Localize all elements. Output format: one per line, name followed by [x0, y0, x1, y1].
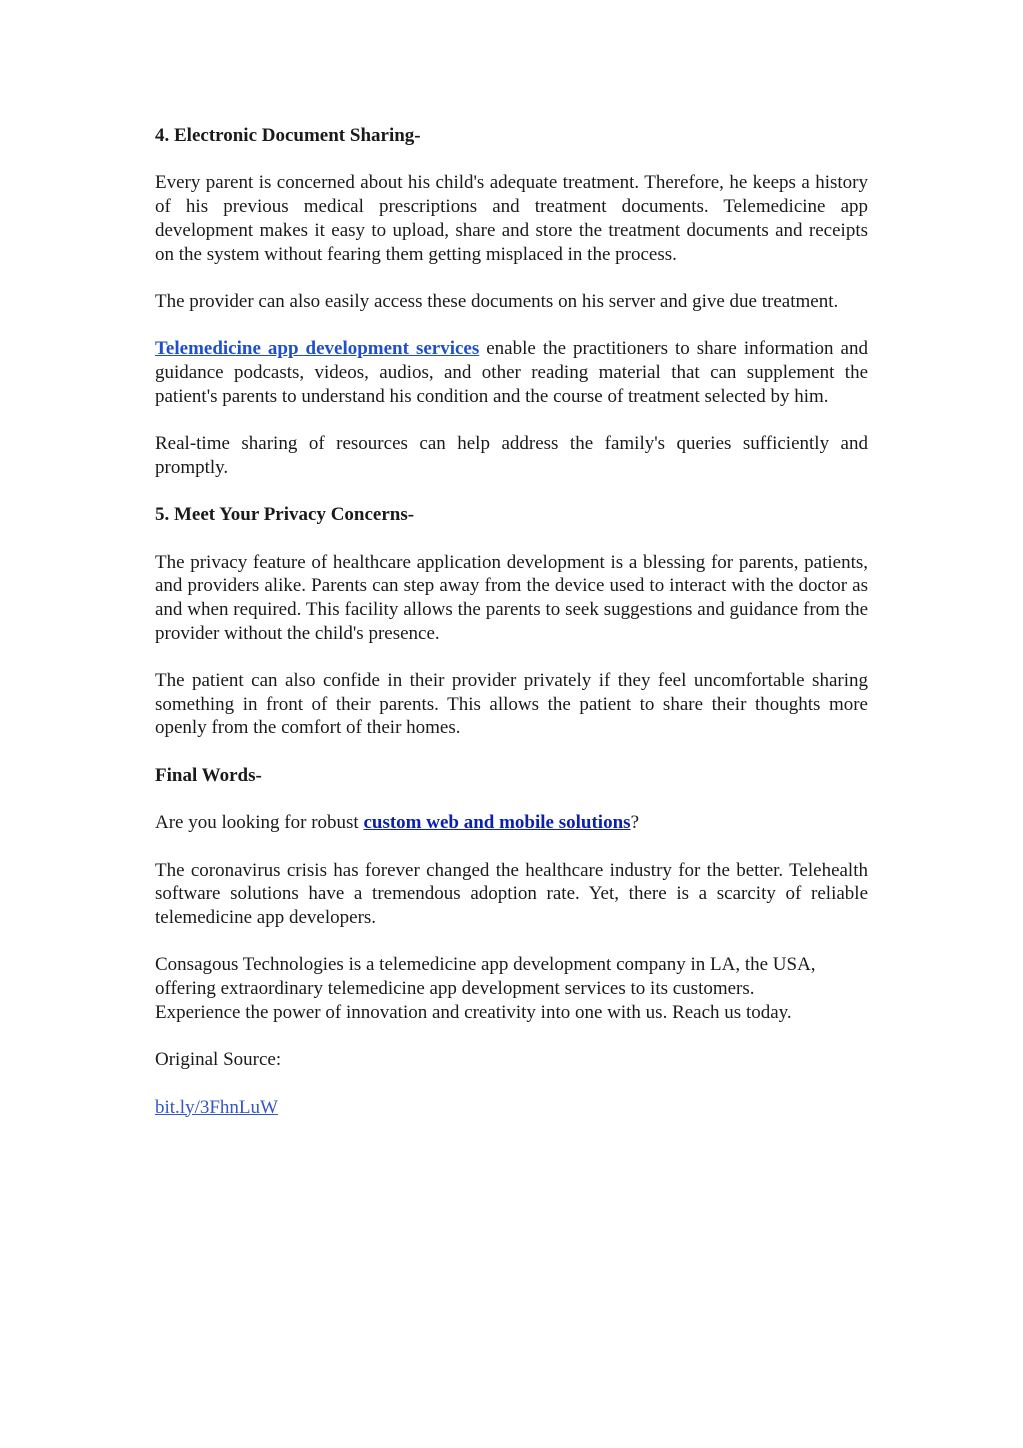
- paragraph-coronavirus: The coronavirus crisis has forever changed the healthcare industry for the better. Telehealth software solutions have a tremendous adoption rate. Yet, there is a scarcity of reliable telemedicine app developers.: [155, 859, 868, 929]
- consagous-line-2: offering extraordinary telemedicine app development services to its customers.: [155, 978, 755, 1000]
- consagous-line-1: Consagous Technologies is a telemedicine app development company in LA, the USA,: [155, 954, 816, 976]
- paragraph-services-text: enable the practitioners to share information and guidance podcasts, videos, audios, and other reading material that can supplement the patient's parents to understand his condition and the course of treatment selected by him.: [155, 338, 868, 407]
- paragraph-patient-confide: The patient can also confide in their provider privately if they feel uncomfortable sharing something in front of their parents. This allows the patient to share their thoughts more openly from the comfort of their homes.: [155, 670, 868, 739]
- paragraph-consagous: [155, 953, 868, 1024]
- section-heading-privacy: 5. Meet Your Privacy Concerns-: [155, 504, 415, 526]
- paragraph-document-history: Every parent is concerned about his child's adequate treatment. Therefore, he keeps a history of his previous medical prescriptions and treatment documents. Telemedicine app development makes it easy to upload, share and store the treatment documents and receipts on the system without fearing them getting misplaced in the process.: [155, 172, 868, 265]
- paragraph-provider-access: The provider can also easily access these documents on his server and give due treatment.: [155, 290, 839, 312]
- section-heading-final-words: Final Words-: [155, 764, 262, 786]
- source-link[interactable]: bit.ly/3FhnLuW: [155, 1096, 278, 1118]
- telemedicine-services-link[interactable]: Telemedicine app development services: [155, 338, 480, 360]
- document-page: [155, 124, 868, 1143]
- paragraph-question: [155, 811, 868, 835]
- paragraph-services: [155, 337, 868, 408]
- custom-solutions-link[interactable]: custom web and mobile solutions: [363, 812, 631, 834]
- paragraph-real-time-sharing: Real-time sharing of resources can help address the family's queries sufficiently and promptly.: [155, 433, 868, 478]
- source-paragraph: [155, 1096, 868, 1120]
- question-suffix: ?: [630, 812, 639, 834]
- section-heading-document-sharing: 4. Electronic Document Sharing-: [155, 125, 421, 146]
- original-source-label: Original Source:: [155, 1049, 282, 1071]
- paragraph-privacy-feature: The privacy feature of healthcare application development is a blessing for parents, patients, and providers alike. Parents can step away from the device used to interact with the doctor as and when required. This facility allows the parents to seek suggestions and guidance from the provider without the child's presence.: [155, 551, 868, 644]
- question-prefix: Are you looking for robust: [155, 812, 364, 834]
- consagous-line-3: Experience the power of innovation and creativity into one with us. Reach us today.: [155, 1001, 792, 1023]
